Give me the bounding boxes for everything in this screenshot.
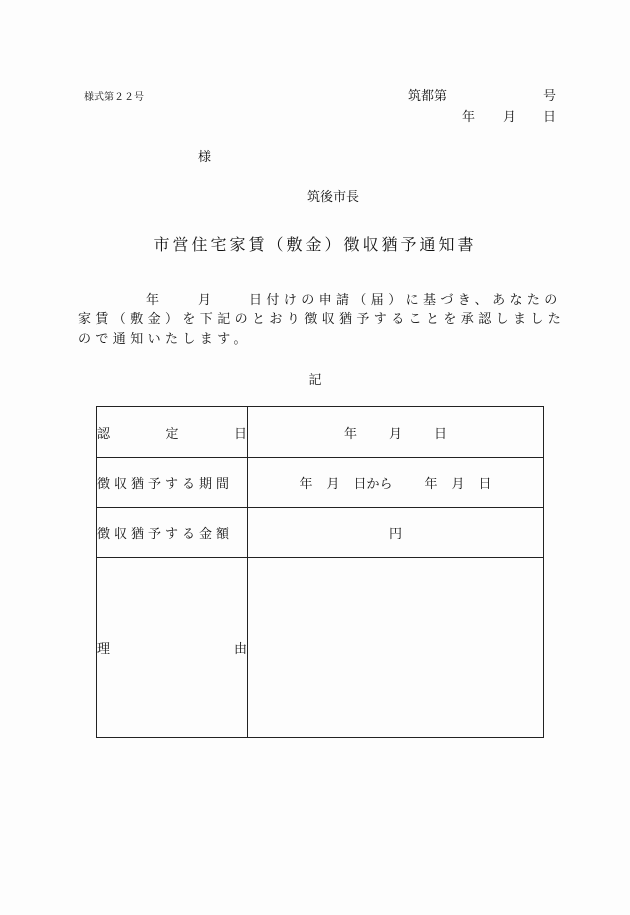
table-row-reason [97,558,544,738]
issue-date-year: 年 [462,110,476,125]
value-certification-date[interactable] [248,407,544,458]
cert-month: 月 [388,426,402,442]
value-reason[interactable] [248,558,544,738]
body-line3-text: ので通知いたします。 [78,332,251,347]
label-deferral-amount [97,508,248,558]
table-row-certification-date [97,407,544,458]
label-text: 徴収猶予する金額 [97,527,234,542]
table-row-deferral-amount [97,508,544,558]
details-table [96,406,544,738]
body-line1-month: 月 [198,293,216,308]
issue-date-day: 日 [543,110,557,125]
to-year: 年 [424,477,438,492]
issuer-name: 筑後市長 [307,190,360,205]
cert-day: 日 [434,426,448,442]
ki-heading: 記 [308,373,322,388]
from-year: 年 [299,477,313,492]
body-line2-text: 家賃（敷金）を下記のとおり徴収猶予することを承認しました [78,312,566,327]
from-month: 月 [326,477,340,492]
body-line1-text: 日付けの申請（届）に基づき、あなたの [249,293,562,308]
yen-unit: 円 [388,527,402,542]
label-reason [97,558,248,738]
value-deferral-amount[interactable] [248,508,544,558]
value-deferral-period[interactable] [248,458,544,508]
document-title: 市営住宅家賃（敷金）徴収猶予通知書 [153,235,477,254]
label-char: 認 [97,426,111,442]
label-char: 由 [233,642,247,657]
label-char: 定 [165,426,179,442]
addressee-honorific: 様 [198,150,212,165]
document-number-prefix: 筑都第 [408,89,448,104]
to-day: 日 [478,477,492,492]
form-number: 様式第２２号 [84,92,144,103]
label-certification-date [97,407,248,458]
table-row-deferral-period [97,458,544,508]
cert-year: 年 [343,426,357,442]
from-day: 日から [353,477,393,492]
label-text: 徴収猶予する期間 [97,477,234,492]
label-char: 日 [233,426,247,442]
body-line1-year: 年 [146,293,164,308]
document-number-suffix: 号 [543,89,557,104]
label-char: 理 [97,642,111,657]
to-month: 月 [451,477,465,492]
issue-date-month: 月 [503,110,517,125]
label-deferral-period [97,458,248,508]
